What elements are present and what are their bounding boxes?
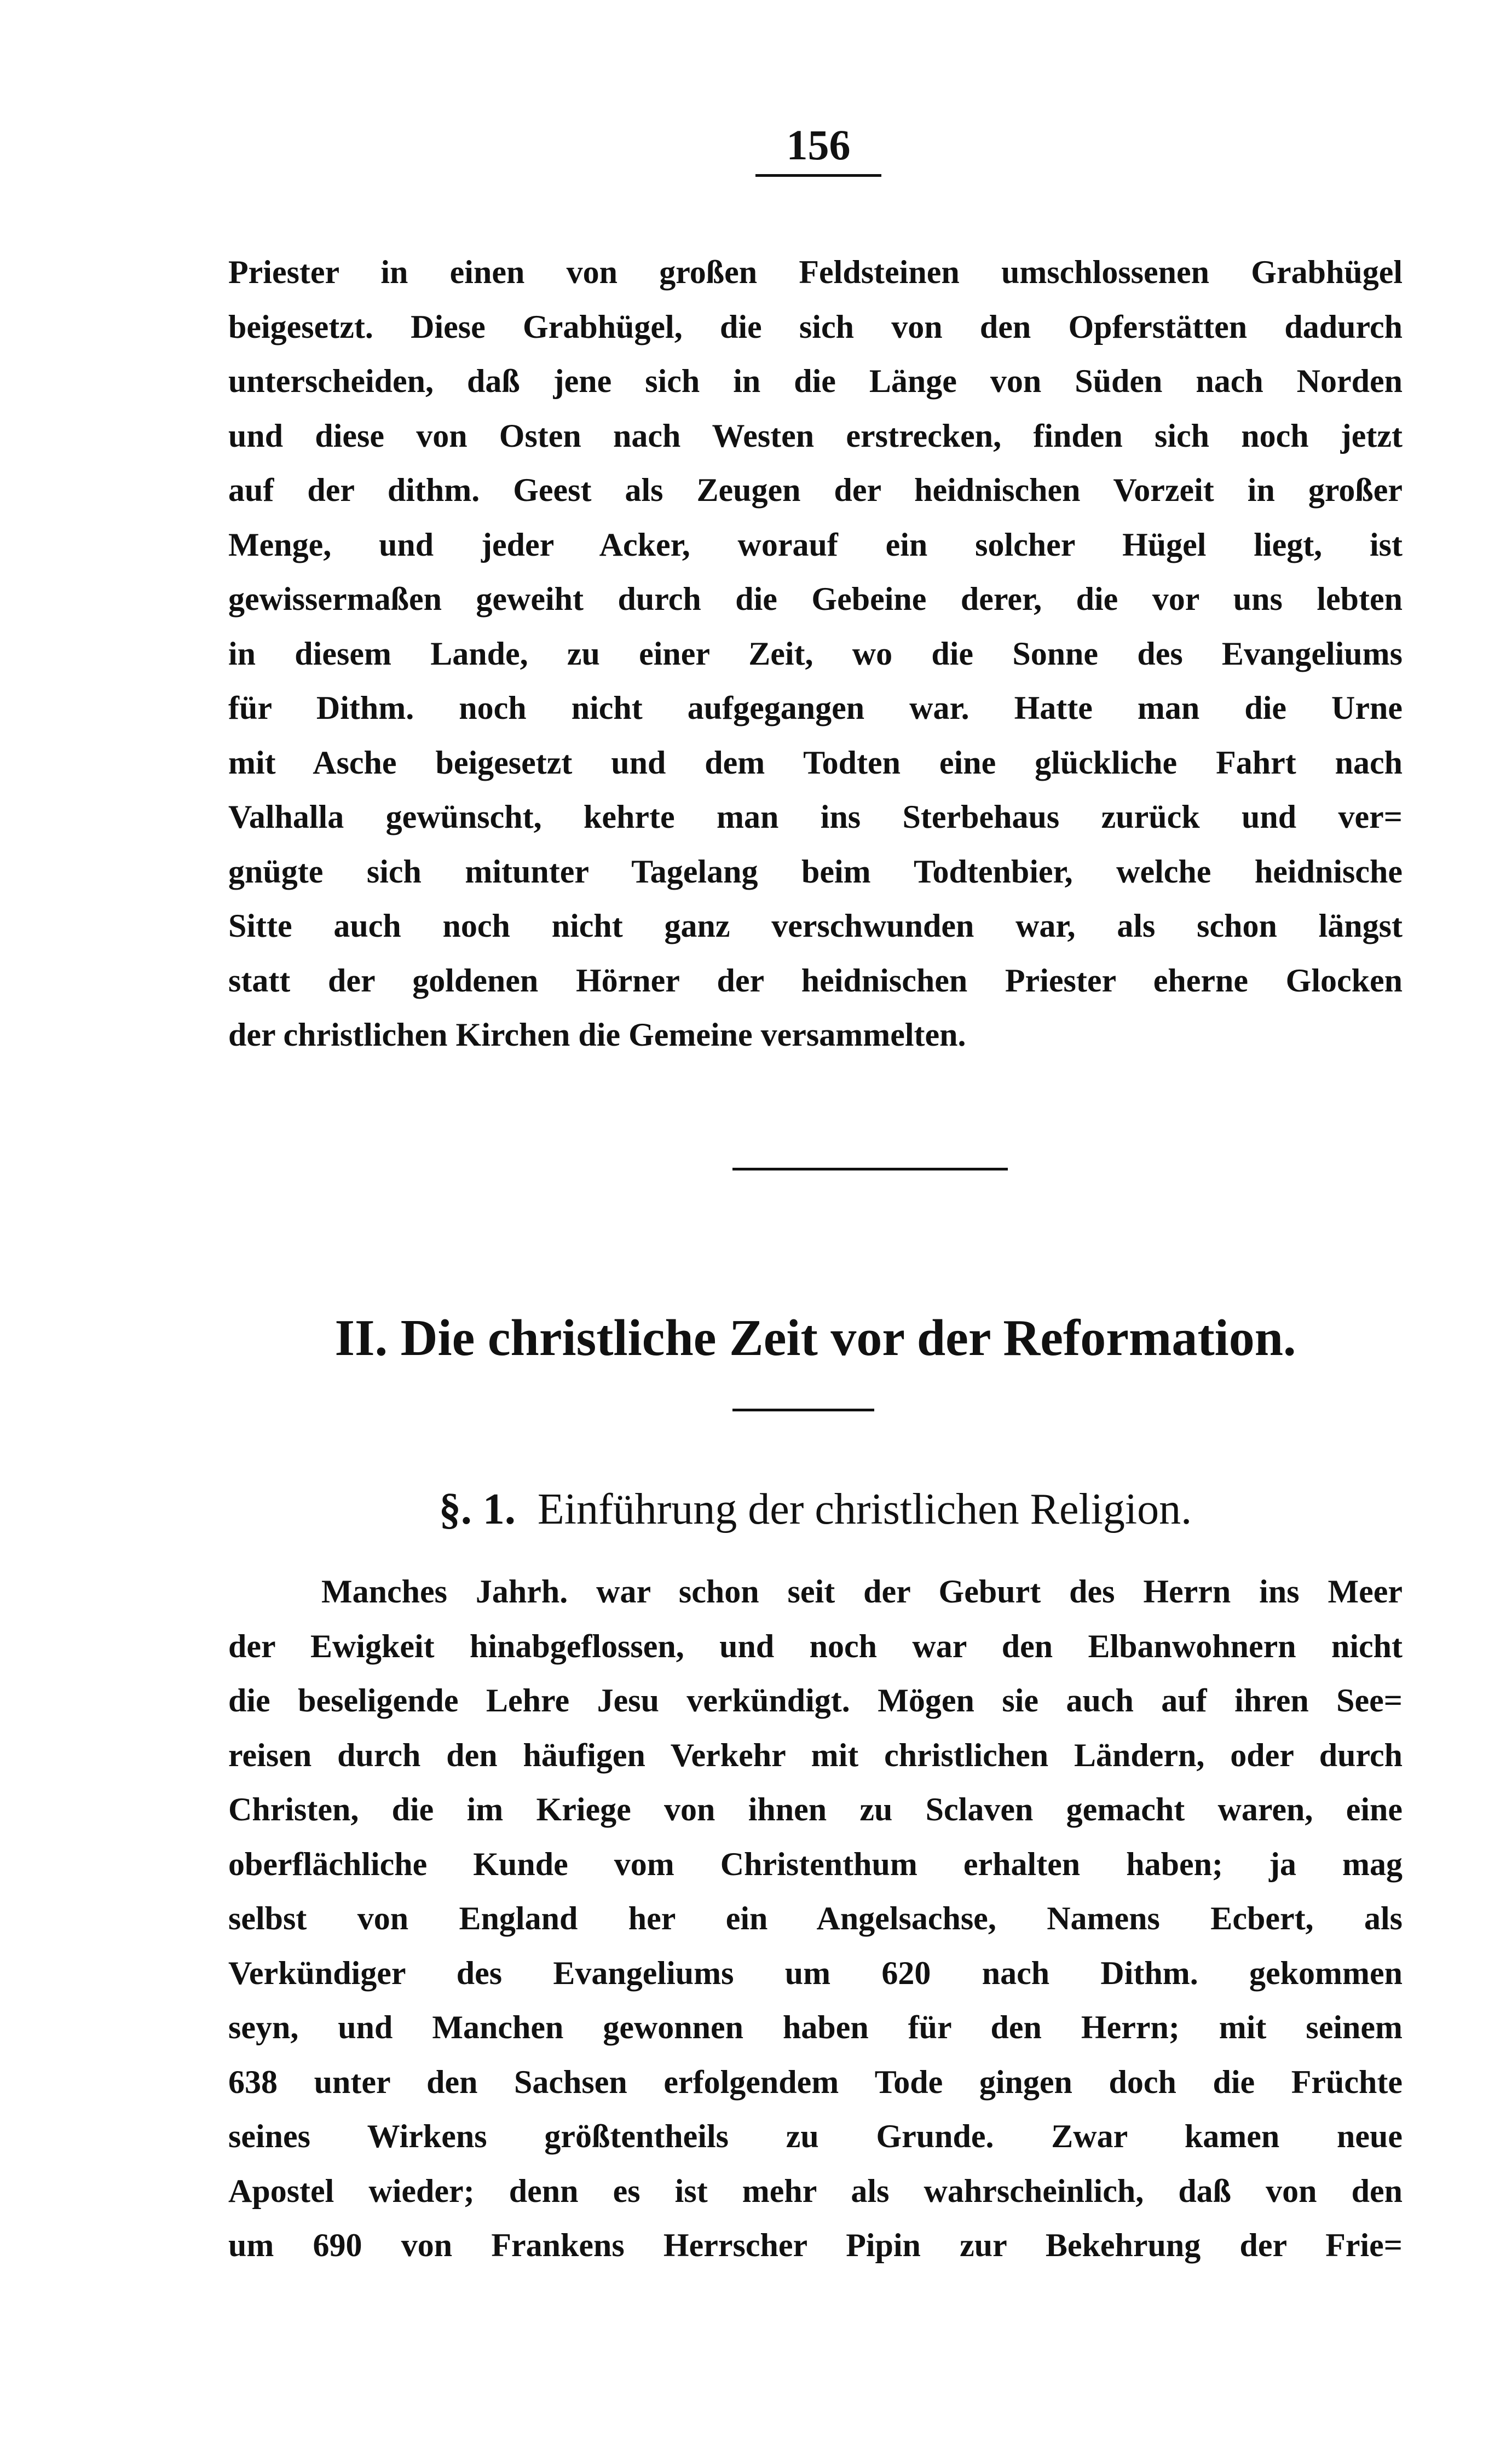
text-line: Valhalla gewünscht, kehrte man ins Sterbehaus zurück und ver= — [228, 799, 1403, 835]
text-line: um 690 von Frankens Herrscher Pipin zur Bekehrung der Frie= — [228, 2227, 1403, 2263]
paragraph-2 — [228, 1565, 1403, 2273]
text-line: Manches Jahrh. war schon seit der Geburt des Herrn ins Meer — [321, 1573, 1403, 1610]
section-number: §. 1. — [438, 1485, 516, 1533]
section-heading — [228, 1485, 1403, 1535]
text-line: beigesetzt. Diese Grabhügel, die sich von den Opferstätten dadurch — [228, 308, 1403, 345]
section-title: Einführung der christlichen Religion. — [537, 1485, 1192, 1533]
text-line: auf der dithm. Geest als Zeugen der heidnischen Vorzeit in großer — [228, 472, 1403, 508]
text-line: unterscheiden, daß jene sich in die Länge von Süden nach Norden — [228, 363, 1403, 399]
chapter-heading: II. Die christliche Zeit vor der Reformation. — [334, 1310, 1296, 1366]
text-line: für Dithm. noch nicht aufgegangen war. Hatte man die Urne — [228, 690, 1403, 726]
text-line: seines Wirkens größtentheils zu Grunde. Zwar kamen neue — [228, 2118, 1403, 2154]
text-line: in diesem Lande, zu einer Zeit, wo die Sonne des Evangeliums — [228, 635, 1403, 672]
text-line: statt der goldenen Hörner der heidnischen Priester eherne Glocken — [228, 962, 1403, 999]
text-line: und diese von Osten nach Westen erstrecken, finden sich noch jetzt — [228, 417, 1403, 454]
text-line: 638 unter den Sachsen erfolgendem Tode gingen doch die Früchte — [228, 2063, 1403, 2100]
text-line: mit Asche beigesetzt und dem Todten eine glückliche Fahrt nach — [228, 744, 1403, 781]
text-line: Priester in einen von großen Feldsteinen umschlossenen Grabhügel — [228, 254, 1403, 290]
paragraph-1 — [228, 245, 1403, 1063]
text-line: gewissermaßen geweiht durch die Gebeine derer, die vor uns lebten — [228, 581, 1403, 617]
text-line: der Ewigkeit hinabgeflossen, und noch war den Elbanwohnern nicht — [228, 1628, 1403, 1664]
page-number: 156 — [786, 121, 851, 169]
text-line: gnügte sich mitunter Tagelang beim Todtenbier, welche heidnische — [228, 853, 1403, 890]
text-line: der christlichen Kirchen die Gemeine versammelten. — [228, 1017, 966, 1053]
text-line: reisen durch den häufigen Verkehr mit christlichen Ländern, oder durch — [228, 1737, 1403, 1773]
text-line: Verkündiger des Evangeliums um 620 nach Dithm. gekommen — [228, 1954, 1403, 1991]
page-number-rule — [755, 174, 881, 177]
heading-rule — [732, 1409, 874, 1411]
text-line: Apostel wieder; denn es ist mehr als wahrscheinlich, daß von den — [228, 2172, 1403, 2209]
text-line: Christen, die im Kriege von ihnen zu Sclaven gemacht waren, eine — [228, 1791, 1403, 1827]
text-line: seyn, und Manchen gewonnen haben für den Herrn; mit seinem — [228, 2009, 1403, 2045]
text-line: Sitte auch noch nicht ganz verschwunden war, als schon längst — [228, 908, 1403, 944]
text-line: Menge, und jeder Acker, worauf ein solcher Hügel liegt, ist — [228, 526, 1403, 563]
section-divider — [732, 1168, 1008, 1170]
text-line: oberflächliche Kunde vom Christenthum erhalten haben; ja mag — [228, 1846, 1403, 1882]
text-line: die beseligende Lehre Jesu verkündigt. Mögen sie auch auf ihren See= — [228, 1682, 1403, 1719]
text-line: selbst von England her ein Angelsachse, Namens Ecbert, als — [228, 1900, 1403, 1936]
